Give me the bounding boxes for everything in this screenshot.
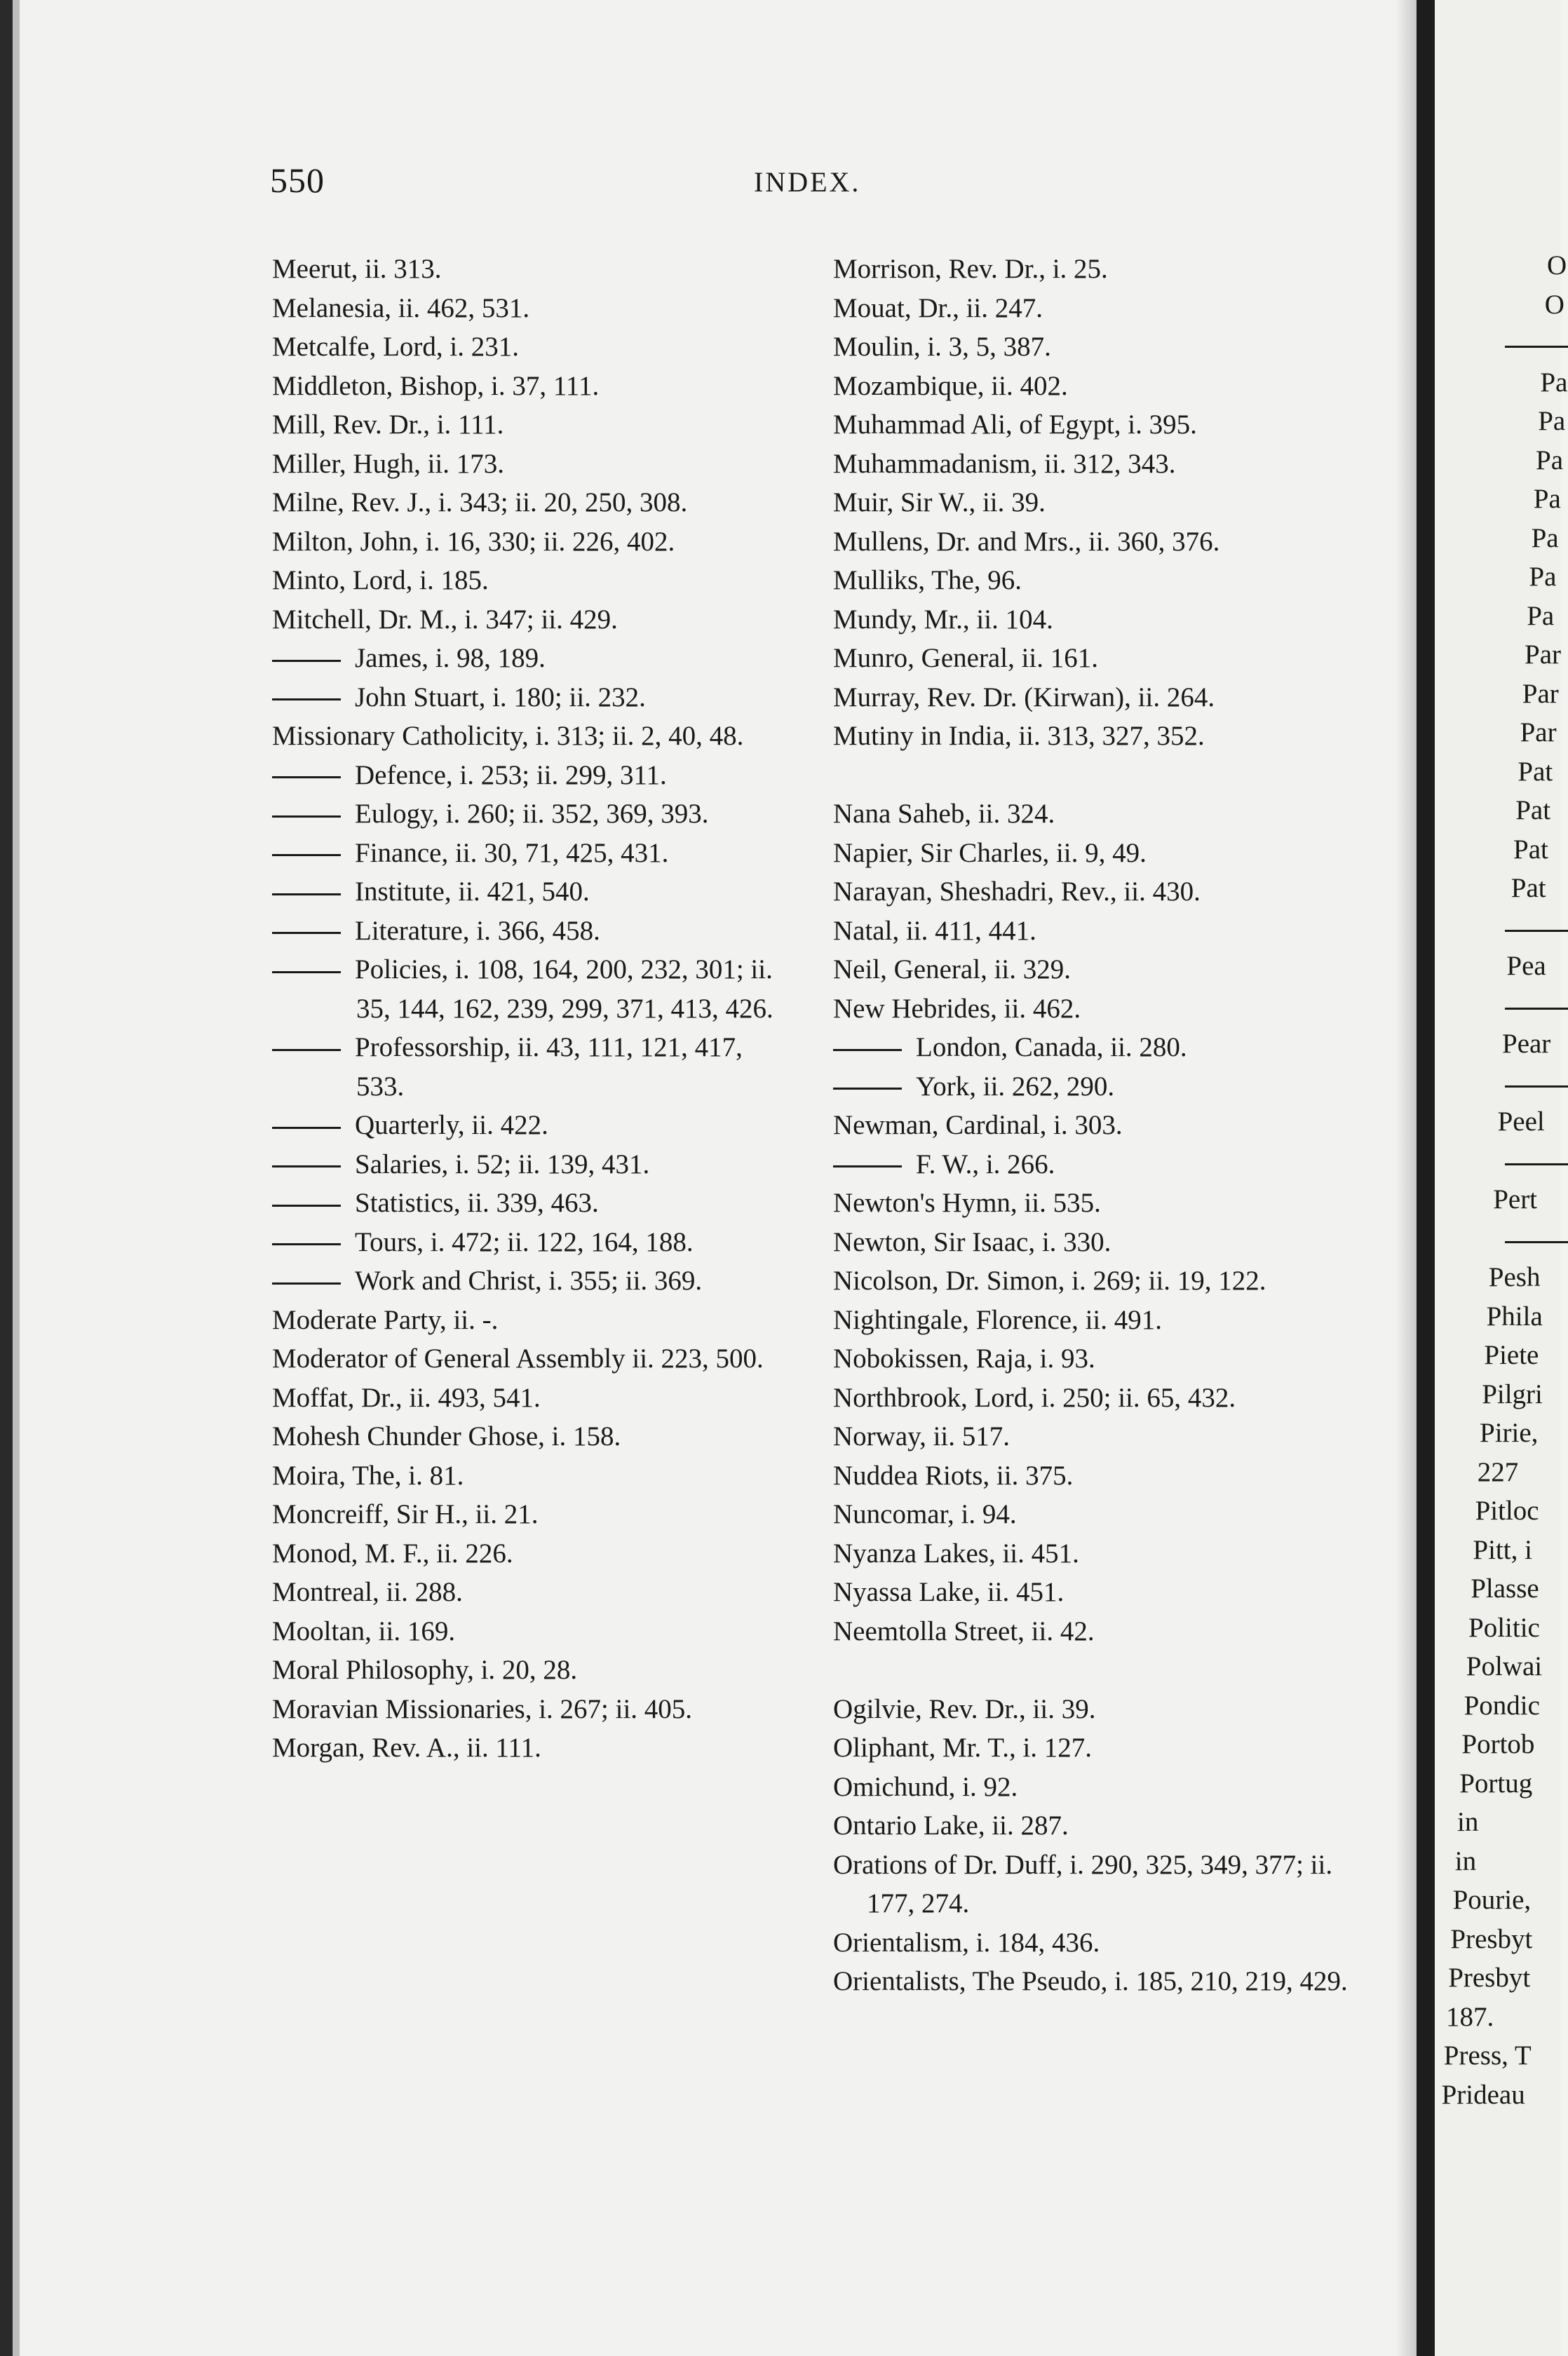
entry-text: Defence, i. 253; ii. 299, 311. (355, 759, 667, 790)
facing-page-text: Pert (1493, 1184, 1538, 1214)
index-entry (833, 1495, 1352, 1534)
entry-text: London, Canada, ii. 280. (916, 1032, 1187, 1062)
index-column-right (833, 250, 1352, 2001)
ditto-dash (272, 698, 341, 700)
entry-text: Orientalism, i. 184, 436. (833, 1927, 1100, 1958)
index-entry (833, 950, 1352, 989)
entry-text: Oliphant, Mr. T., i. 127. (833, 1733, 1093, 1763)
ditto-dash (272, 1243, 341, 1245)
entry-text: Melanesia, ii. 462, 531. (272, 292, 530, 323)
index-entry (272, 561, 791, 600)
index-entry (833, 367, 1352, 406)
entry-text: Mozambique, ii. 402. (833, 370, 1068, 401)
facing-page-text: Pat (1518, 756, 1553, 787)
ditto-dash (833, 1165, 902, 1167)
index-subentry (833, 1145, 1352, 1184)
book-gutter (1417, 0, 1435, 2356)
index-entry (833, 327, 1352, 367)
index-entry (833, 1962, 1352, 2001)
entry-text: Moulin, i. 3, 5, 387. (833, 332, 1051, 362)
entry-text: Mulliks, The, 96. (833, 565, 1022, 595)
entry-text: Mutiny in India, ii. 313, 327, 352. (833, 721, 1205, 751)
index-entry (833, 1923, 1352, 1963)
entry-text: Moderator of General Assembly ii. 223, 500. (272, 1343, 764, 1374)
entry-text: Morgan, Rev. A., ii. 111. (272, 1733, 541, 1763)
entry-text: Missionary Catholicity, i. 313; ii. 2, 40, 48. (272, 721, 744, 751)
entry-text: Omichund, i. 92. (833, 1771, 1018, 1802)
index-entry (833, 250, 1352, 289)
facing-page-rule (1505, 930, 1568, 932)
index-entry (272, 1651, 791, 1690)
index-entry (272, 1379, 791, 1418)
index-entry (833, 1612, 1352, 1651)
facing-page-text: 187. (1446, 2001, 1494, 2032)
index-subentry (272, 1028, 791, 1106)
entry-text: Moncreiff, Sir H., ii. 21. (272, 1499, 539, 1529)
index-entry (833, 1417, 1352, 1456)
index-entry (833, 1379, 1352, 1418)
entry-text: Metcalfe, Lord, i. 231. (272, 332, 519, 362)
index-entry (272, 1573, 791, 1612)
page-header (270, 160, 1322, 216)
entry-text: Nyassa Lake, ii. 451. (833, 1577, 1065, 1607)
index-entry (272, 1456, 791, 1496)
entry-text: Middleton, Bishop, i. 37, 111. (272, 370, 600, 401)
index-entry (272, 289, 791, 328)
entry-text: Policies, i. 108, 164, 200, 232, 301; ii. 35, 144, 162, 239, 299, 371, 413, 426. (355, 954, 773, 1024)
entry-text: Munro, General, ii. 161. (833, 643, 1099, 673)
index-subentry (272, 872, 791, 912)
entry-text: Nicolson, Dr. Simon, i. 269; ii. 19, 122. (833, 1266, 1266, 1296)
entry-text: York, ii. 262, 290. (916, 1071, 1115, 1102)
entry-text: Norway, ii. 517. (833, 1421, 1011, 1451)
entry-text: F. W., i. 266. (916, 1149, 1055, 1179)
facing-page-rule (1505, 1008, 1568, 1010)
index-entry (272, 250, 791, 289)
index-entry (833, 289, 1352, 328)
entry-text: Salaries, i. 52; ii. 139, 431. (355, 1149, 650, 1179)
facing-page-text: Pat (1510, 873, 1546, 903)
entry-text: Milne, Rev. J., i. 343; ii. 20, 250, 308. (272, 487, 688, 517)
entry-text: Montreal, ii. 288. (272, 1577, 463, 1607)
facing-page-text: Pa (1529, 562, 1557, 592)
index-letter-gap (833, 756, 1352, 795)
facing-page-text: in (1457, 1807, 1479, 1837)
index-entry (833, 1456, 1352, 1496)
entry-text: Minto, Lord, i. 185. (272, 565, 489, 595)
facing-page-text: O (1544, 289, 1564, 320)
index-entry (833, 639, 1352, 678)
entry-text: Meerut, ii. 313. (272, 254, 442, 284)
entry-text: Miller, Hugh, ii. 173. (272, 448, 505, 479)
index-entry (833, 1573, 1352, 1612)
entry-text: Work and Christ, i. 355; ii. 369. (355, 1266, 703, 1296)
ditto-dash (272, 932, 341, 934)
index-entry (272, 483, 791, 522)
entry-text: Murray, Rev. Dr. (Kirwan), ii. 264. (833, 682, 1215, 712)
index-entry (272, 1495, 791, 1534)
ditto-dash (833, 1049, 902, 1051)
index-entry (272, 327, 791, 367)
ditto-dash (272, 971, 341, 973)
index-entry (272, 717, 791, 756)
index-subentry (272, 756, 791, 795)
entry-text: Finance, ii. 30, 71, 425, 431. (355, 837, 669, 868)
entry-text: Milton, John, i. 16, 330; ii. 226, 402. (272, 526, 675, 557)
index-entry (833, 405, 1352, 445)
index-subentry (272, 1106, 791, 1145)
index-column-left (272, 250, 791, 1768)
ditto-dash (272, 815, 341, 818)
index-entry (272, 600, 791, 639)
ditto-dash (272, 776, 341, 778)
index-entry (272, 1690, 791, 1729)
entry-text: Moira, The, i. 81. (272, 1460, 464, 1491)
facing-page-text: Pondic (1464, 1690, 1540, 1721)
entry-text: Ontario Lake, ii. 287. (833, 1810, 1069, 1841)
index-entry (272, 405, 791, 445)
index-entry (833, 678, 1352, 717)
facing-page-text: Pitloc (1475, 1496, 1539, 1526)
index-entry (833, 1806, 1352, 1846)
facing-page-text: Portob (1461, 1729, 1535, 1759)
index-entry (833, 989, 1352, 1029)
index-entry (272, 1728, 791, 1768)
facing-page-rule (1505, 1085, 1568, 1088)
index-entry (833, 1184, 1352, 1223)
index-entry (272, 522, 791, 562)
facing-page-text: Politic (1468, 1612, 1540, 1643)
entry-text: Eulogy, i. 260; ii. 352, 369, 393. (355, 799, 709, 829)
facing-page-text: Plasse (1471, 1573, 1539, 1604)
book-gutter-shadow (1395, 0, 1417, 2356)
facing-page-text: 227 (1477, 1456, 1519, 1487)
index-entry (272, 1534, 791, 1573)
entry-text: Moderate Party, ii. -. (272, 1304, 499, 1335)
facing-page-text: Peel (1497, 1106, 1545, 1137)
facing-page-text: Par (1520, 717, 1557, 747)
facing-page-text: Pa (1527, 600, 1555, 631)
entry-text: Neil, General, ii. 329. (833, 954, 1071, 984)
entry-text: Northbrook, Lord, i. 250; ii. 65, 432. (833, 1382, 1236, 1413)
index-entry (833, 1768, 1352, 1807)
entry-text: James, i. 98, 189. (355, 643, 546, 673)
facing-page-text: Par (1525, 639, 1561, 670)
index-subentry (272, 912, 791, 951)
facing-page-text: Pea (1506, 951, 1546, 981)
index-subentry (272, 1145, 791, 1184)
entry-text: Moffat, Dr., ii. 493, 541. (272, 1382, 541, 1413)
entry-text: Ogilvie, Rev. Dr., ii. 39. (833, 1693, 1096, 1724)
index-entry (833, 912, 1352, 951)
index-entry (833, 1728, 1352, 1768)
facing-page-text: Par (1522, 678, 1559, 709)
entry-text: Nightingale, Florence, ii. 491. (833, 1304, 1162, 1335)
index-entry (833, 483, 1352, 522)
facing-page-text: Polwai (1466, 1651, 1543, 1681)
entry-text: Narayan, Sheshadri, Rev., ii. 430. (833, 876, 1201, 907)
facing-page-text: Pa (1538, 406, 1566, 436)
page-number: 550 (270, 161, 325, 200)
entry-text: Nuncomar, i. 94. (833, 1499, 1017, 1529)
facing-page-text: Presbyt (1448, 1963, 1531, 1993)
entry-text: Nyanza Lakes, ii. 451. (833, 1538, 1079, 1569)
entry-text: New Hebrides, ii. 462. (833, 993, 1081, 1024)
facing-page-rule (1505, 1163, 1568, 1165)
facing-page-text: Pilgri (1482, 1379, 1543, 1409)
facing-page-text: Pat (1513, 834, 1548, 865)
index-subentry (272, 1223, 791, 1262)
facing-page-text: Phila (1486, 1301, 1543, 1332)
facing-page-text: Pitt, i (1473, 1534, 1532, 1565)
index-entry (833, 1846, 1352, 1923)
index-entry (272, 445, 791, 484)
entry-text: Neemtolla Street, ii. 42. (833, 1616, 1095, 1646)
index-entry (272, 367, 791, 406)
index-letter-gap (833, 1651, 1352, 1690)
entry-text: Nuddea Riots, ii. 375. (833, 1460, 1074, 1491)
index-entry (833, 1534, 1352, 1573)
entry-text: John Stuart, i. 180; ii. 232. (355, 682, 646, 712)
index-entry (833, 561, 1352, 600)
index-entry (833, 834, 1352, 873)
facing-page-text: Pat (1515, 795, 1551, 825)
facing-page-text: Pourie, (1452, 1885, 1532, 1915)
entry-text: Moravian Missionaries, i. 267; ii. 405. (272, 1693, 693, 1724)
ditto-dash (833, 1088, 902, 1090)
entry-text: Nobokissen, Raja, i. 93. (833, 1343, 1095, 1374)
entry-text: Muir, Sir W., ii. 39. (833, 487, 1046, 517)
index-entry (272, 1339, 791, 1379)
index-subentry (272, 1261, 791, 1301)
entry-text: Literature, i. 366, 458. (355, 915, 600, 946)
index-entry (833, 1339, 1352, 1379)
entry-text: Statistics, ii. 339, 463. (355, 1188, 599, 1218)
entry-text: Muhammad Ali, of Egypt, i. 395. (833, 409, 1197, 440)
facing-page-rule (1505, 346, 1568, 348)
entry-text: Muhammadanism, ii. 312, 343. (833, 448, 1176, 479)
entry-text: Tours, i. 472; ii. 122, 164, 188. (355, 1226, 694, 1257)
facing-page-text: Pear (1502, 1029, 1551, 1059)
index-entry (833, 872, 1352, 912)
facing-page-rule (1505, 1241, 1568, 1243)
entry-text: Natal, ii. 411, 441. (833, 915, 1036, 946)
ditto-dash (272, 1165, 341, 1167)
entry-text: Newman, Cardinal, i. 303. (833, 1110, 1123, 1140)
index-entry (833, 1106, 1352, 1145)
facing-page-text: O (1547, 250, 1567, 280)
facing-page-text: Piete (1484, 1340, 1539, 1370)
entry-text: Orientalists, The Pseudo, i. 185, 210, 219, 429. (833, 1966, 1348, 1996)
facing-page-text: Pa (1533, 484, 1561, 514)
ditto-dash (272, 1205, 341, 1207)
index-subentry (272, 834, 791, 873)
ditto-dash (272, 1127, 341, 1129)
entry-text: Mohesh Chunder Ghose, i. 158. (272, 1421, 621, 1451)
facing-page-text: Pirie, (1480, 1418, 1539, 1448)
entry-text: Morrison, Rev. Dr., i. 25. (833, 254, 1108, 284)
entry-text: Mouat, Dr., ii. 247. (833, 292, 1043, 323)
index-entry (272, 1612, 791, 1651)
index-subentry (272, 678, 791, 717)
entry-text: Quarterly, ii. 422. (355, 1110, 548, 1140)
entry-text: Nana Saheb, ii. 324. (833, 799, 1055, 829)
index-entry (833, 717, 1352, 756)
ditto-dash (272, 1282, 341, 1285)
entry-text: Mullens, Dr. and Mrs., ii. 360, 376. (833, 526, 1220, 557)
index-entry (272, 1417, 791, 1456)
facing-page-text: Presbyt (1450, 1923, 1533, 1954)
entry-text: Newton, Sir Isaac, i. 330. (833, 1226, 1111, 1257)
entry-text: Mill, Rev. Dr., i. 111. (272, 409, 504, 440)
index-entry (833, 1690, 1352, 1729)
facing-page-text: Portug (1459, 1768, 1533, 1799)
facing-page-text: Pa (1536, 445, 1563, 475)
index-entry (272, 1301, 791, 1340)
scan-left-margin (13, 0, 20, 2356)
ditto-dash (272, 660, 341, 662)
entry-text: Monod, M. F., ii. 226. (272, 1538, 513, 1569)
facing-page-text: Prideau (1441, 2079, 1525, 2110)
ditto-dash (272, 854, 341, 856)
running-title: INDEX. (754, 166, 861, 198)
index-subentry (272, 639, 791, 678)
facing-page-text: in (1454, 1846, 1477, 1876)
index-entry (833, 522, 1352, 562)
ditto-dash (272, 1049, 341, 1051)
entry-text: Mitchell, Dr. M., i. 347; ii. 429. (272, 604, 618, 635)
index-entry (833, 794, 1352, 834)
entry-text: Orations of Dr. Duff, i. 290, 325, 349, 377; ii. 177, 274. (833, 1849, 1333, 1918)
index-subentry (272, 794, 791, 834)
entry-text: Moral Philosophy, i. 20, 28. (272, 1655, 578, 1685)
index-entry (833, 1261, 1352, 1301)
scan-left-edge (0, 0, 13, 2356)
facing-page-text: Pa (1531, 522, 1559, 553)
facing-page-text: Press, T (1443, 2040, 1532, 2071)
index-subentry (272, 950, 791, 1028)
facing-page-text: Pesh (1488, 1262, 1541, 1292)
index-entry (833, 1301, 1352, 1340)
index-subentry (833, 1028, 1352, 1067)
facing-page-fragment (1435, 0, 1568, 2356)
index-entry (833, 445, 1352, 484)
index-subentry (272, 1184, 791, 1223)
entry-text: Mundy, Mr., ii. 104. (833, 604, 1053, 635)
entry-text: Newton's Hymn, ii. 535. (833, 1188, 1101, 1218)
entry-text: Institute, ii. 421, 540. (355, 876, 590, 907)
index-entry (833, 1223, 1352, 1262)
entry-text: Napier, Sir Charles, ii. 9, 49. (833, 837, 1147, 868)
index-entry (833, 600, 1352, 639)
entry-text: Mooltan, ii. 169. (272, 1616, 456, 1646)
entry-text: Professorship, ii. 43, 111, 121, 417, 533. (355, 1032, 743, 1102)
ditto-dash (272, 893, 341, 895)
index-subentry (833, 1067, 1352, 1106)
facing-page-text: Pa (1540, 367, 1568, 398)
